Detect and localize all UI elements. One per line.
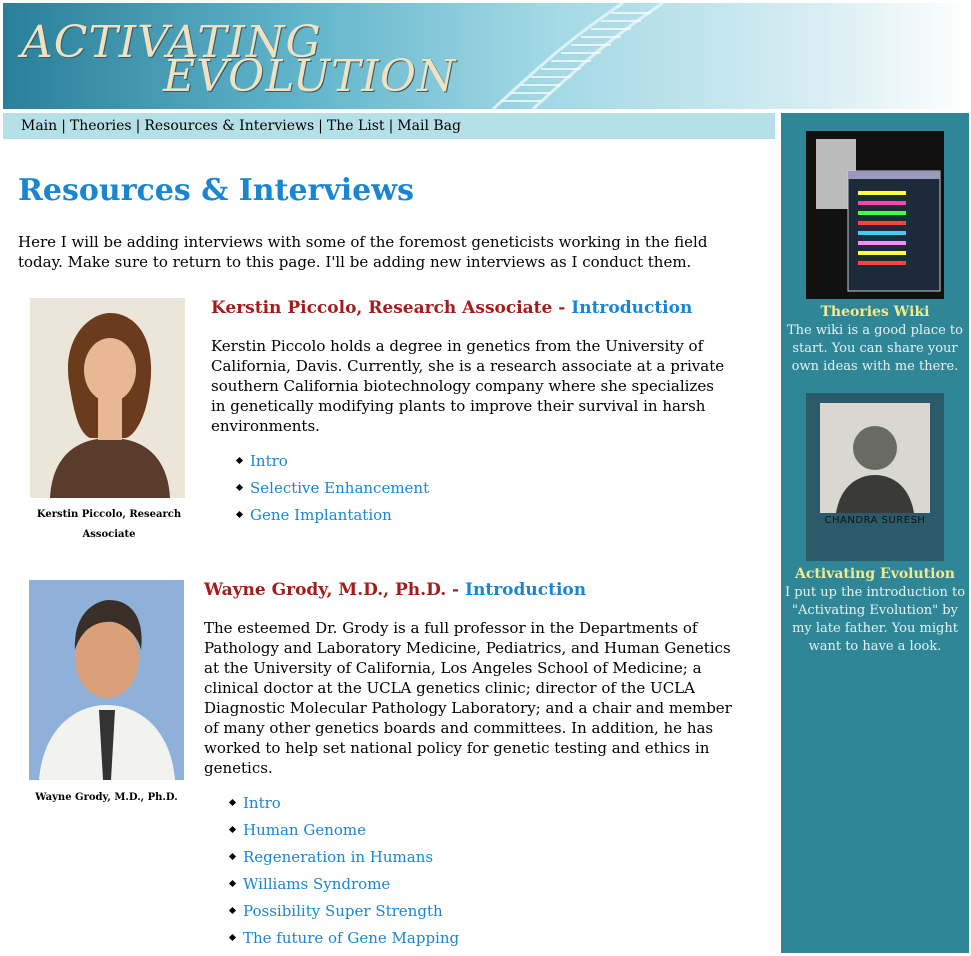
interview-link[interactable]: Intro bbox=[250, 452, 288, 470]
page-intro: Here I will be adding interviews with some of the foremost geneticists working in the field today. Make sure to return to this page. I'll be adding new interviews as I conduct them. bbox=[18, 233, 708, 271]
person-bio-kerstin: Kerstin Piccolo holds a degree in genetics from the University of California, Davis. Currently, she is a research associate at a private southern California biotechnology company where she specializes in genetically modifying plants to improve their survival in harsh environments. bbox=[211, 337, 725, 435]
page-title: Resources & Interviews bbox=[18, 173, 414, 208]
activating-evolution-text: I put up the introduction to "Activating Evolution" by my late father. You might want to have a look. bbox=[784, 585, 966, 654]
person-title-wayne bbox=[204, 580, 586, 600]
interview-link[interactable]: Selective Enhancement bbox=[250, 479, 430, 497]
nav-separator: | bbox=[318, 118, 323, 134]
site-banner bbox=[3, 3, 969, 109]
person-photo-kerstin bbox=[30, 298, 185, 498]
nav-separator: | bbox=[388, 118, 394, 134]
book-cover-image[interactable] bbox=[806, 393, 944, 561]
interview-link[interactable]: Williams Syndrome bbox=[243, 875, 391, 893]
nav-mail-bag[interactable]: Mail Bag bbox=[397, 118, 461, 134]
bullet-icon bbox=[236, 483, 243, 490]
person-photo-wayne bbox=[29, 580, 184, 780]
introduction-link[interactable]: Introduction bbox=[571, 298, 693, 318]
list-item bbox=[237, 452, 429, 479]
nav-separator: | bbox=[135, 118, 141, 134]
bullet-icon bbox=[236, 456, 243, 463]
list-item bbox=[230, 902, 459, 929]
bullet-icon bbox=[229, 825, 236, 832]
site-logo-line2: EVOLUTION bbox=[163, 51, 457, 102]
introduction-link[interactable]: Introduction bbox=[465, 580, 587, 600]
book-cover-name: CHANDRA SURESH bbox=[824, 515, 926, 526]
bullet-icon bbox=[229, 906, 236, 913]
portrait-image bbox=[29, 580, 184, 780]
interview-link[interactable]: Human Genome bbox=[243, 821, 366, 839]
list-item bbox=[237, 506, 429, 533]
interview-link[interactable]: Intro bbox=[243, 794, 281, 812]
person-caption-wayne: Wayne Grody, M.D., Ph.D. bbox=[35, 792, 178, 803]
person-title-kerstin bbox=[211, 298, 692, 318]
title-separator: - bbox=[446, 580, 466, 600]
bullet-icon bbox=[229, 933, 236, 940]
portrait-image bbox=[30, 298, 185, 498]
bullet-icon bbox=[229, 798, 236, 805]
theories-wiki-image[interactable] bbox=[806, 131, 944, 299]
theories-wiki-title[interactable]: Theories Wiki bbox=[820, 304, 930, 320]
title-separator: - bbox=[552, 298, 572, 318]
nav-separator: | bbox=[61, 118, 66, 134]
interview-links-wayne bbox=[230, 794, 459, 956]
activating-evolution-title[interactable]: Activating Evolution bbox=[795, 566, 955, 582]
person-name: Kerstin Piccolo, Research Associate bbox=[211, 298, 553, 318]
list-item bbox=[230, 848, 459, 875]
interview-link[interactable]: Possibility Super Strength bbox=[243, 902, 443, 920]
interview-links-kerstin bbox=[237, 452, 429, 533]
bullet-icon bbox=[229, 879, 236, 886]
software-screenshot-icon bbox=[806, 131, 944, 299]
interview-link[interactable]: The future of Gene Mapping bbox=[243, 929, 460, 947]
interview-link[interactable]: Gene Implantation bbox=[250, 506, 392, 524]
person-bio-wayne: The esteemed Dr. Grody is a full professor in the Departments of Pathology and Laboratory Medicine, Pediatrics, and Human Genetics at the University of California, Los Angeles School of Medicine; a clinical doctor at the UCLA genetics clinic; director of the UCLA Diagnostic Molecular Pathology Laboratory; and a chair and member of many other genetics boards and committees. In addition, he has worked to help set national policy for genetic testing and ethics in genetics. bbox=[204, 619, 732, 777]
list-item bbox=[230, 821, 459, 848]
person-name: Wayne Grody, M.D., Ph.D. bbox=[204, 580, 447, 600]
list-item bbox=[230, 794, 459, 821]
list-item bbox=[230, 875, 459, 902]
book-cover-portrait bbox=[806, 393, 944, 561]
nav-the-list[interactable]: The List bbox=[326, 118, 385, 134]
site-logo-line1: ACTIVATING bbox=[21, 17, 322, 68]
person-caption-kerstin: Kerstin Piccolo, Research Associate bbox=[36, 509, 182, 540]
bullet-icon bbox=[229, 852, 236, 859]
nav-theories[interactable]: Theories bbox=[69, 118, 132, 134]
nav-main[interactable]: Main bbox=[21, 118, 58, 134]
dna-helix-graphic bbox=[473, 3, 673, 109]
bullet-icon bbox=[236, 510, 243, 517]
interview-link[interactable]: Regeneration in Humans bbox=[243, 848, 434, 866]
theories-wiki-text: The wiki is a good place to start. You can share your own ideas with me there. bbox=[787, 323, 963, 374]
list-item bbox=[237, 479, 429, 506]
nav-resources-interviews[interactable]: Resources & Interviews bbox=[144, 118, 315, 134]
list-item bbox=[230, 929, 459, 956]
main-nav bbox=[3, 113, 775, 139]
